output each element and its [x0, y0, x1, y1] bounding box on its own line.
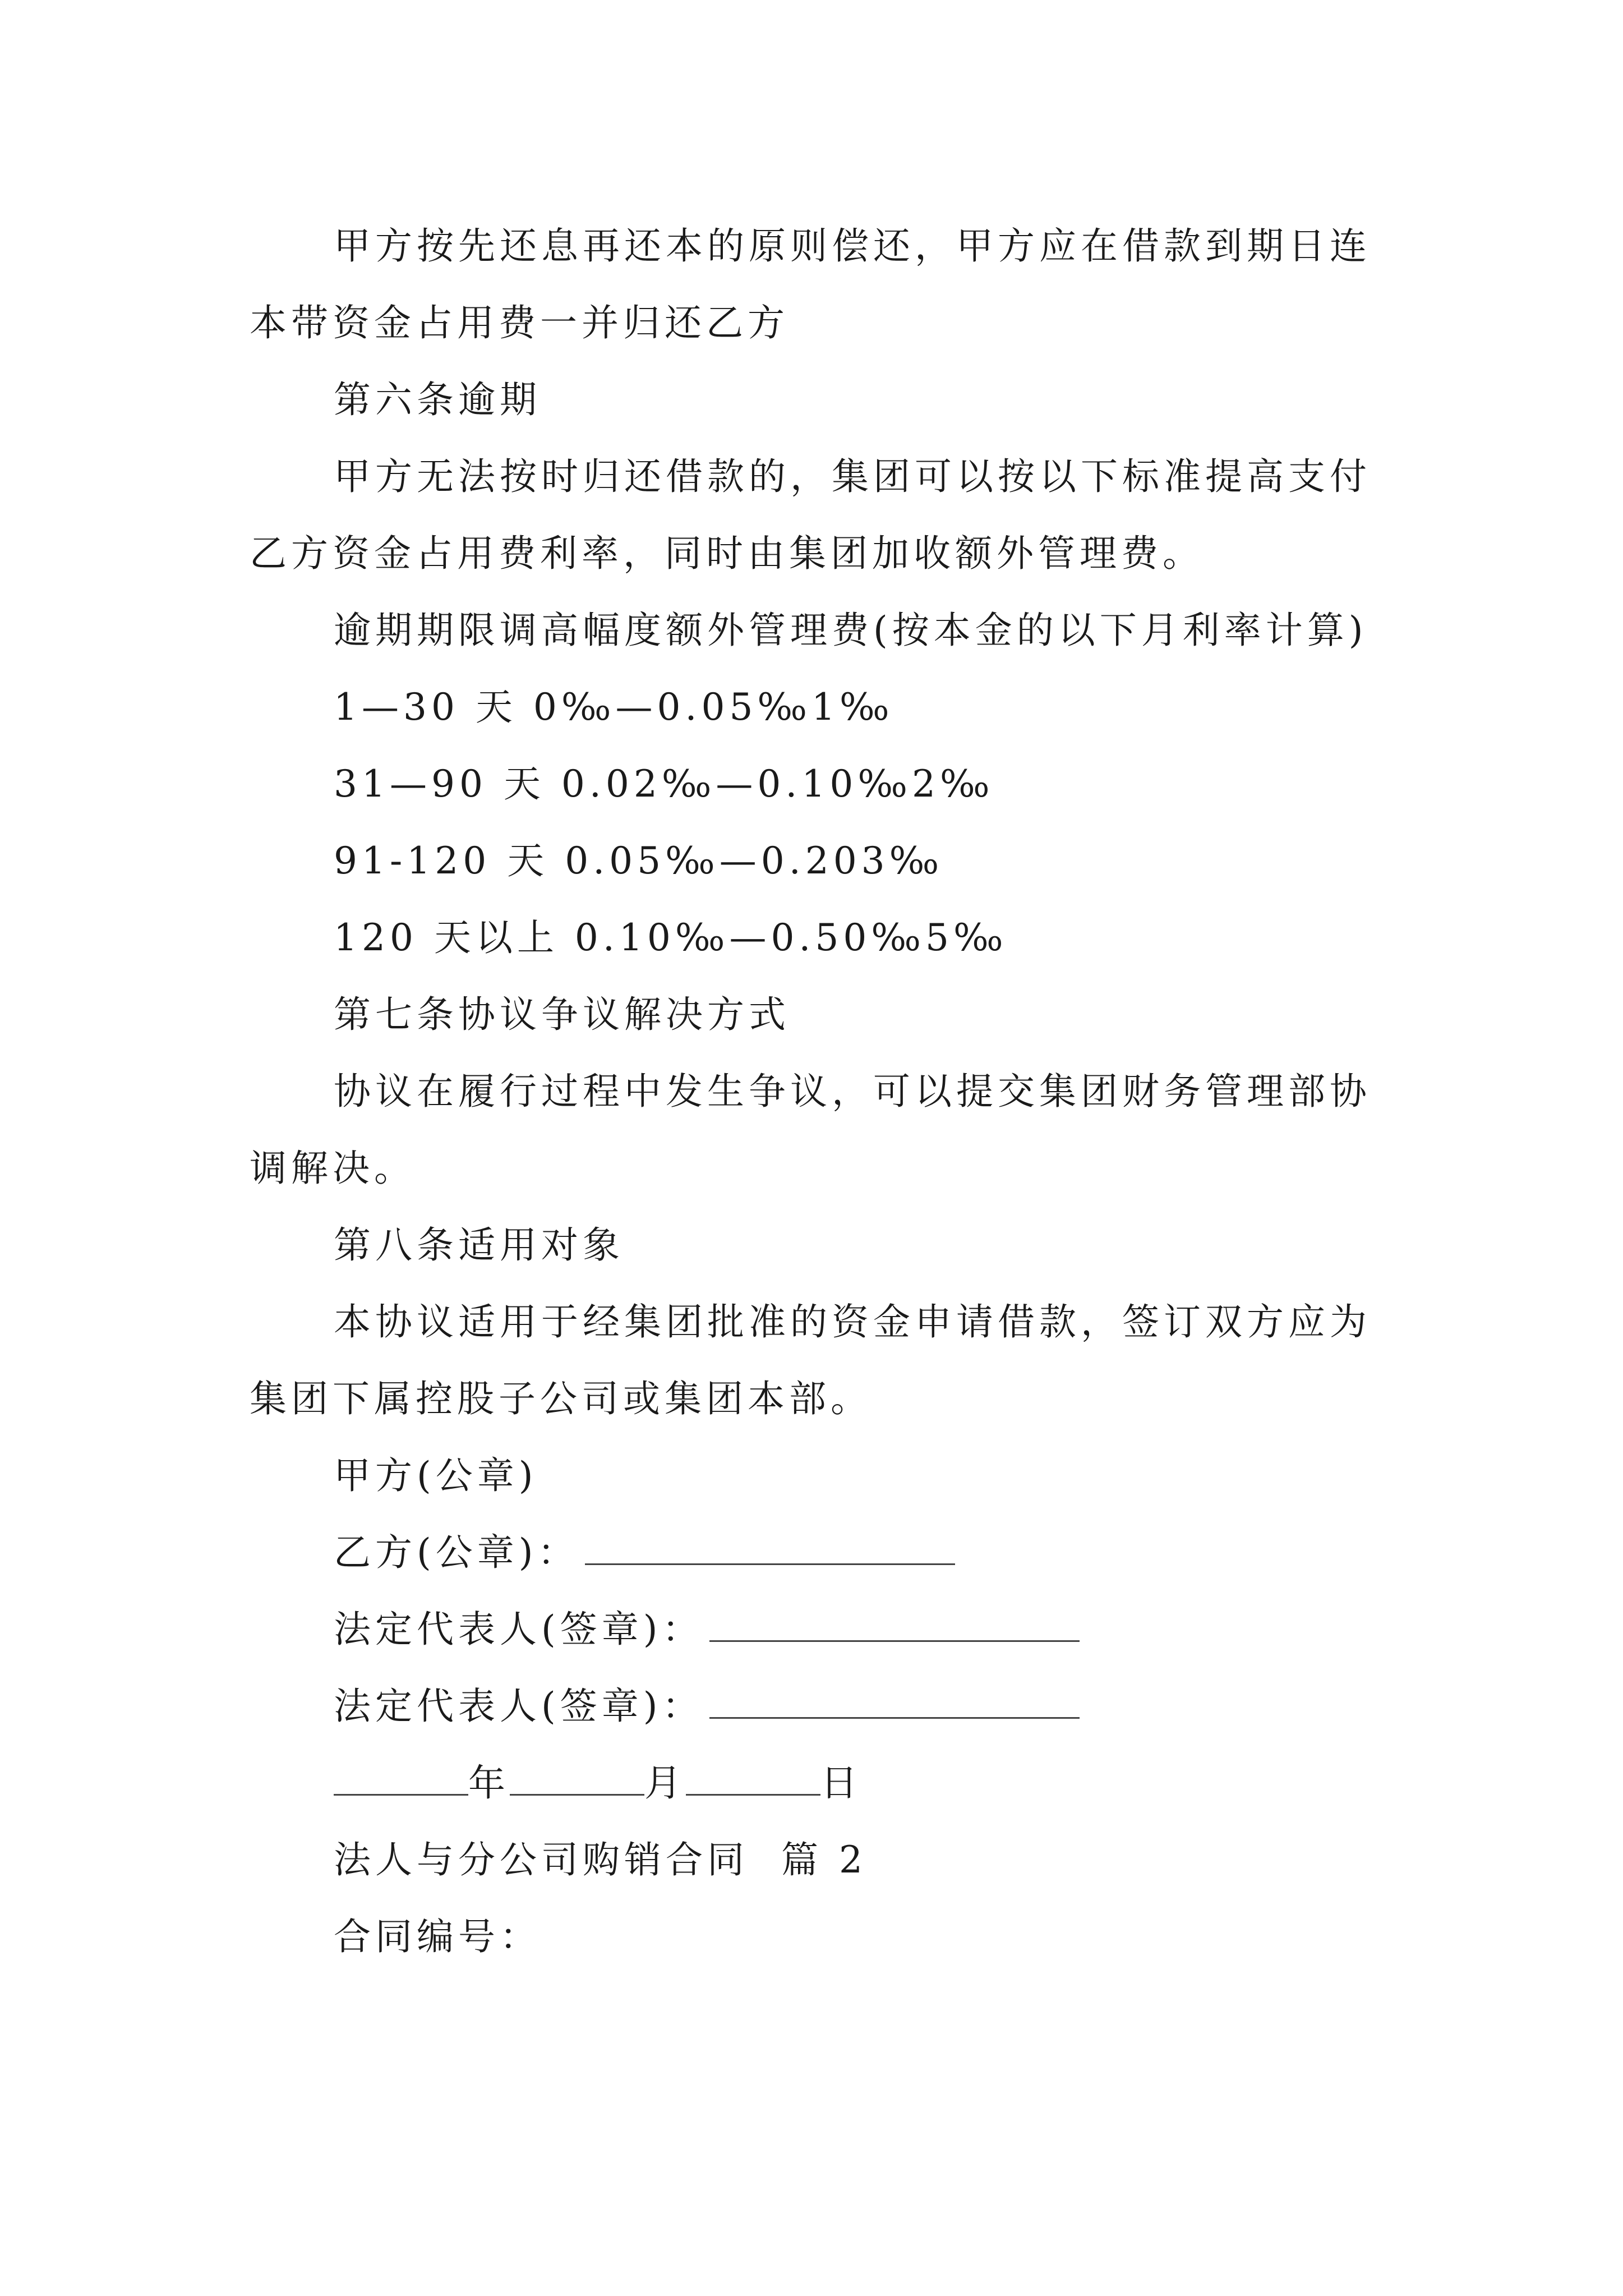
day-blank[interactable]	[686, 1760, 820, 1796]
day-label: 日	[820, 1761, 862, 1805]
legal-rep-line-2	[250, 1668, 1394, 1745]
paragraph-repayment: 甲方按先还息再还本的原则偿还，甲方应在借款到期日连本带资金占用费一并归还乙方	[250, 224, 1371, 344]
article-8-title: 第八条适用对象	[334, 1223, 624, 1267]
legal-rep-label: 法定代表人(签章)：	[334, 1608, 704, 1651]
legal-rep-blank[interactable]	[709, 1607, 1080, 1642]
legal-rep-line-1	[250, 1591, 1394, 1668]
paragraph-dispute: 协议在履行过程中发生争议，可以提交集团财务管理部协调解决。	[250, 1070, 1371, 1190]
legal-rep-blank[interactable]	[709, 1683, 1080, 1719]
article-6-title: 第六条逾期	[334, 378, 541, 421]
date-line	[250, 1745, 1394, 1821]
month-blank[interactable]	[510, 1760, 644, 1796]
next-contract-title: 法人与分公司购销合同 篇 2	[334, 1838, 867, 1881]
paragraph-fee-header: 逾期期限调高幅度额外管理费(按本金的以下月利率计算)	[334, 609, 1368, 652]
year-label: 年	[468, 1761, 510, 1805]
party-b-seal-blank[interactable]	[585, 1530, 955, 1565]
month-label: 月	[644, 1761, 686, 1805]
party-b-seal-label: 乙方(公章)：	[334, 1531, 579, 1574]
rate-row: 91-120 天 0.05‰—0.203‰	[334, 839, 944, 882]
party-b-seal-line	[250, 1514, 1394, 1591]
paragraph-overdue: 甲方无法按时归还借款的，集团可以按以下标准提高支付乙方资金占用费利率，同时由集团加收额外管理费。	[250, 455, 1371, 575]
year-blank[interactable]	[334, 1760, 468, 1796]
rate-row: 1—30 天 0‰—0.05‰1‰	[334, 685, 894, 729]
legal-rep-label: 法定代表人(签章)：	[334, 1685, 704, 1728]
rate-row: 31—90 天 0.02‰—0.10‰2‰	[334, 762, 994, 806]
contract-number-label: 合同编号：	[334, 1915, 541, 1958]
party-a-seal: 甲方(公章)	[334, 1454, 538, 1497]
paragraph-scope: 本协议适用于经集团批准的资金申请借款，签订双方应为集团下属控股子公司或集团本部。	[250, 1300, 1371, 1420]
document-body	[250, 208, 1394, 1975]
rate-row: 120 天以上 0.10‰—0.50‰5‰	[334, 916, 1008, 959]
article-7-title: 第七条协议争议解决方式	[334, 993, 790, 1036]
